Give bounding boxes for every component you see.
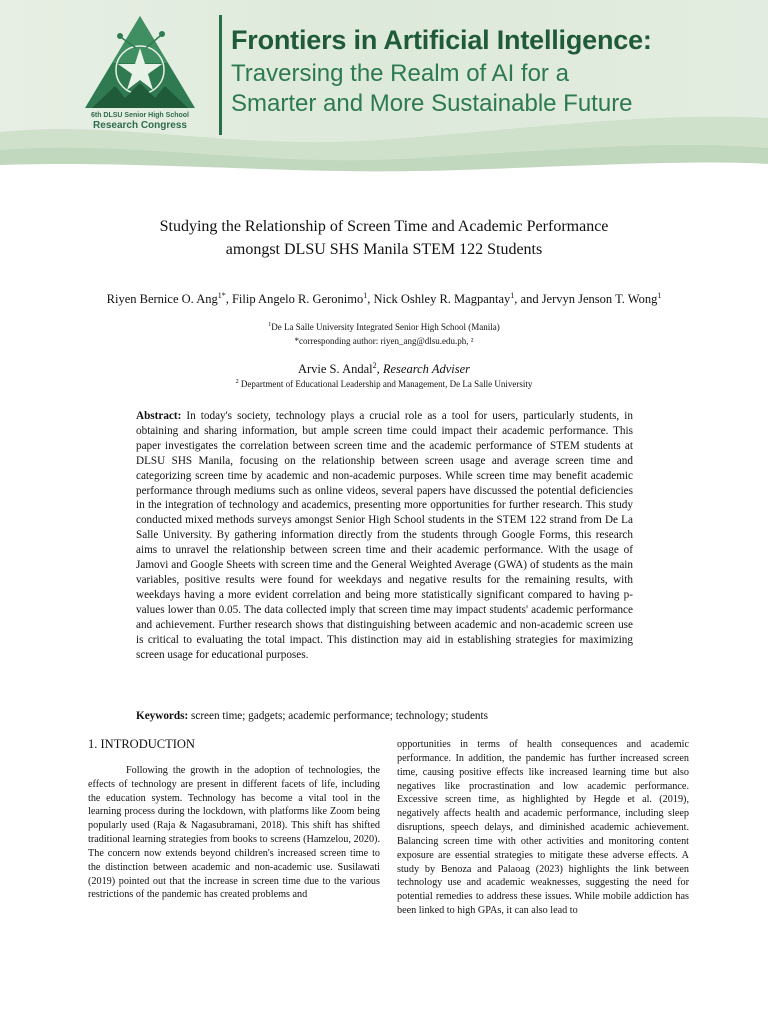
paper-title-line1: Studying the Relationship of Screen Time and Academic Performance: [159, 218, 609, 235]
conference-subtitle-line1: Traversing the Realm of AI for a: [231, 60, 569, 87]
column-right: [397, 738, 689, 918]
affiliation-sup: 1: [268, 322, 272, 328]
author-2-sup: 1: [363, 291, 368, 300]
logo-caption: [70, 112, 210, 132]
banner-divider: [219, 15, 222, 135]
author-1-sup: 1*: [217, 291, 226, 300]
column-left: [88, 738, 380, 902]
affiliation: [0, 322, 768, 332]
corresponding-author: *corresponding author: riyen_ang@dlsu.edu.ph, ²: [294, 336, 474, 346]
author-list: [92, 287, 676, 308]
conference-title: Frontiers in Artificial Intelligence:: [231, 25, 652, 55]
keywords-text: screen time; gadgets; academic performance; technology; students: [188, 710, 488, 722]
adviser-name: Arvie S. Andal: [297, 362, 373, 377]
intro-paragraph-right: opportunities in terms of health consequences and academic performance. In addition, the pandemic has further increased screen time, causing positive effects like increased learning time but also negatives like procrastination and low academic performance. Excessive screen time, as highlighted by Hegde et al. (2019), negatively affects health and academic performance, including sleep disruptions, speech delays, and diminished academic achievement. Balancing screen time with other activities and monitoring content exposure are essential strategies to mitigate these adverse effects. A study by Benoza and Palaoag (2023) highlights the link between technology use and academic weaknesses, suggesting the need for potential remedies to address these issues. While mobile addiction has been linked to high GPAs, it can also lead to: [397, 739, 689, 917]
logo-caption-line1: 6th DLSU Senior High School: [90, 112, 189, 119]
department-sup: 2: [235, 379, 239, 385]
keywords: [136, 710, 633, 722]
author-1: Riyen Bernice O. Ang: [106, 292, 218, 307]
conference-banner: [0, 0, 768, 175]
intro-paragraph-left: Following the growth in the adoption of technologies, the effects of technology are present in different facets of life, including the education system. Technology has become a vital tool in the learning process during the lockdown, with platforms like Zoom being popularly used (Raja & Nagasubramani, 2018). This shift has shifted traditional learning strategies from books to screens (Hamzelou, 2020). The concern now extends beyond children's increased screen time to the distinction between academic and non-academic use. Susilawati (2019) pointed out that the increase in screen time due to the various restrictions of the pandemic has created problems and: [88, 764, 380, 901]
author-3-sup: 1: [510, 291, 515, 300]
author-4: , and Jervyn Jenson T. Wong: [514, 292, 658, 307]
author-4-sup: 1: [657, 291, 662, 300]
abstract-text: In today's society, technology plays a crucial role as a tool for users, particularly students, in obtaining and sharing information, but ample screen time could impact their academic performance. This paper investigates the correlation between screen time and the academic performance of STEM students at DLSU SHS Manila, focusing on the relationship between screen usage and average screen time and categorizing screen time by academic and non-academic purposes. While screen time may benefit academic performance through mediums such as online videos, several papers have discussed the potential deficiencies in the integration of technology and academics, presenting more opportunities for further research. This study conducted mixed methods surveys amongst Senior High School students in the STEM 122 strand from De La Salle University. By gathering information directly from the students through Google Forms, this research aims to unravel the relationship between screen time and their academic performance. With the usage of Jamovi and Google Sheets with screen time and the General Weighted Average (GWA) of students as the main variables, positive results were found for weekdays and negative results for the remaining results, with weekdays having a more evident correlation and being more statistically significant compared to having p-values lower than 0.05. The data collected imply that screen time may impact students' academic performance and achievement. Further research shows that distinguishing between academic and non-academic screen use is critical to evaluating the total impact. This distinction may aid in establishing strategies for maximizing screen usage for educational purposes.: [136, 410, 633, 661]
paper-title-line2: amongst DLSU SHS Manila STEM 122 Students: [225, 241, 543, 258]
conference-subtitle-line2: Smarter and More Sustainable Future: [231, 90, 633, 117]
abstract-label: Abstract:: [136, 410, 182, 422]
author-2: , Filip Angelo R. Geronimo: [225, 292, 364, 307]
research-adviser: [0, 361, 768, 377]
paper-title: [0, 215, 768, 261]
adviser-sup: 2: [372, 361, 377, 370]
affiliation-text: De La Salle University Integrated Senior High School (Manila): [271, 322, 500, 332]
adviser-role: , Research Adviser: [376, 362, 471, 377]
abstract: [136, 409, 633, 662]
department: [0, 379, 768, 389]
author-3: , Nick Oshley R. Magpantay: [367, 292, 511, 307]
department-text: Department of Educational Leadership and Management, De La Salle University: [238, 379, 533, 389]
keywords-label: Keywords:: [136, 710, 189, 722]
section-heading-introduction: 1. INTRODUCTION: [88, 737, 195, 751]
logo-caption-line2: Research Congress: [93, 120, 187, 132]
